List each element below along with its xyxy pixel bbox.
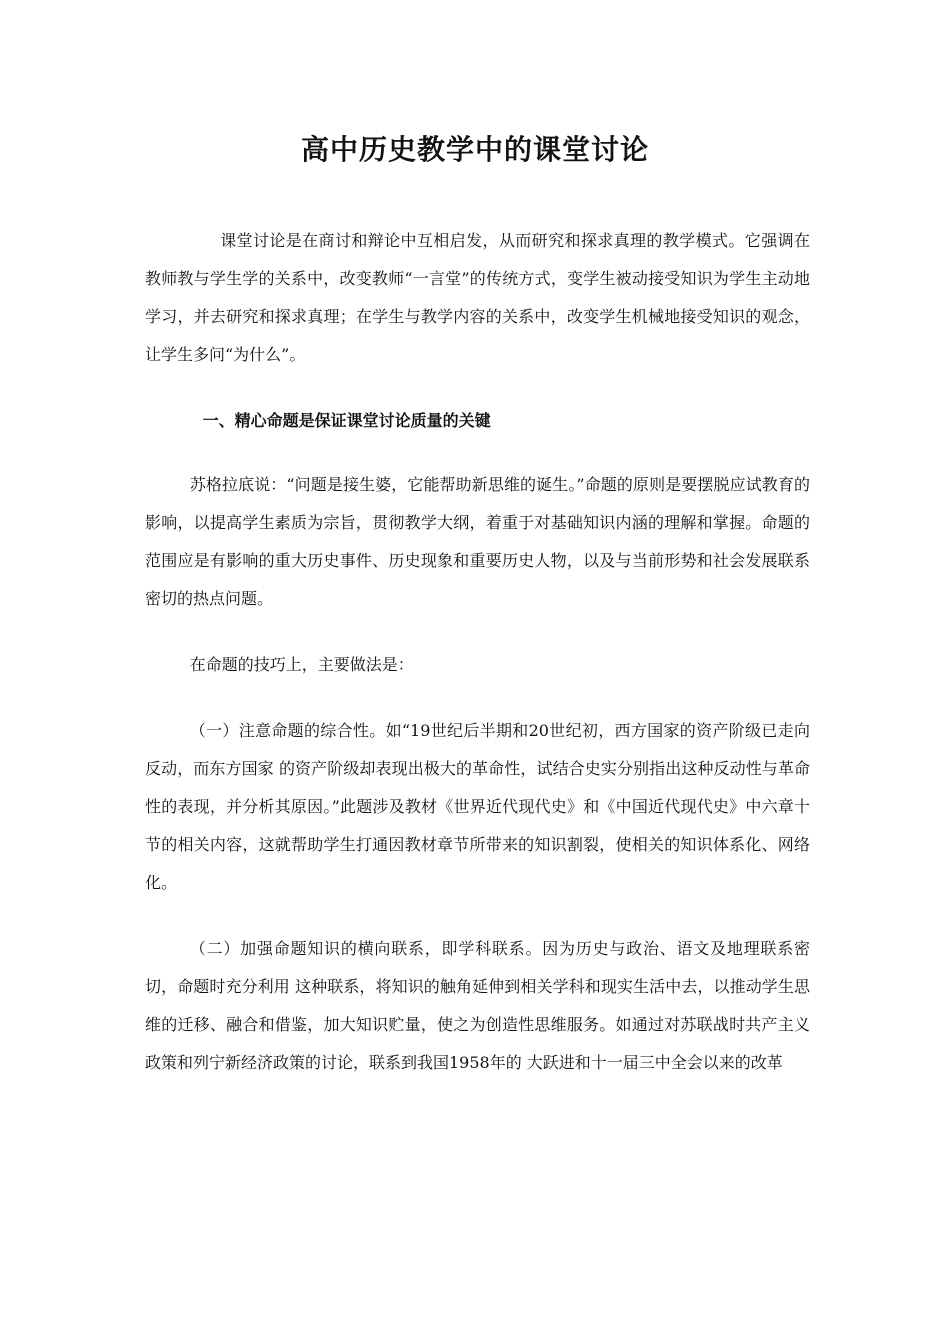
document-title: 高中历史教学中的课堂讨论 [300, 133, 649, 166]
section-heading: 一、精心命题是保证课堂讨论质量的关键 [202, 411, 491, 430]
paragraph-item-1: （一）注意命题的综合性。如“19世纪后半期和20世纪初，西方国家的资产阶级已走向反动，而东方国家 的资产阶级却表现出极大的革命性，试结合史实分别指出这种反动性与革命性的表现，并分析其原因。”此题涉及教材《世界近代现代史》和《中国近代现代史》中六章十节的相关内容，这就帮助学生打通因教材章节所带来的知识割裂，使相关的知识体系化、网络化。 [145, 721, 810, 892]
paragraph-socrates: 苏格拉底说：“问题是接生婆，它能帮助新思维的诞生。”命题的原则是要摆脱应试教育的影响，以提高学生素质为宗旨，贯彻教学大纲，着重于对基础知识内涵的理解和掌握。命题的范围应是有影响的重大历史事件、历史现象和重要历史人物，以及与当前形势和社会发展联系密切的热点问题。 [145, 475, 810, 608]
paragraph-item-2: （二）加强命题知识的横向联系，即学科联系。因为历史与政治、语文及地理联系密切，命题时充分利用 这种联系，将知识的触角延伸到相关学科和现实生活中去，以推动学生思维的迁移、融合和借鉴，加大知识贮量，使之为创造性思维服务。如通过对苏联战时共产主义政策和列宁新经济政策的讨论，联系到我国1958年的 大跃进和十一届三中全会以来的改革 [145, 939, 810, 1072]
intro-paragraph: 课堂讨论是在商讨和辩论中互相启发，从而研究和探求真理的教学模式。它强调在教师教与学生学的关系中，改变教师“一言堂”的传统方式，变学生被动接受知识为学生主动地学习，并去研究和探求真理；在学生与教学内容的关系中，改变学生机械地接受知识的观念，让学生多问“为什么”。 [145, 231, 810, 364]
paragraph-techniques: 在命题的技巧上，主要做法是： [189, 655, 414, 674]
document-body [145, 222, 810, 1110]
